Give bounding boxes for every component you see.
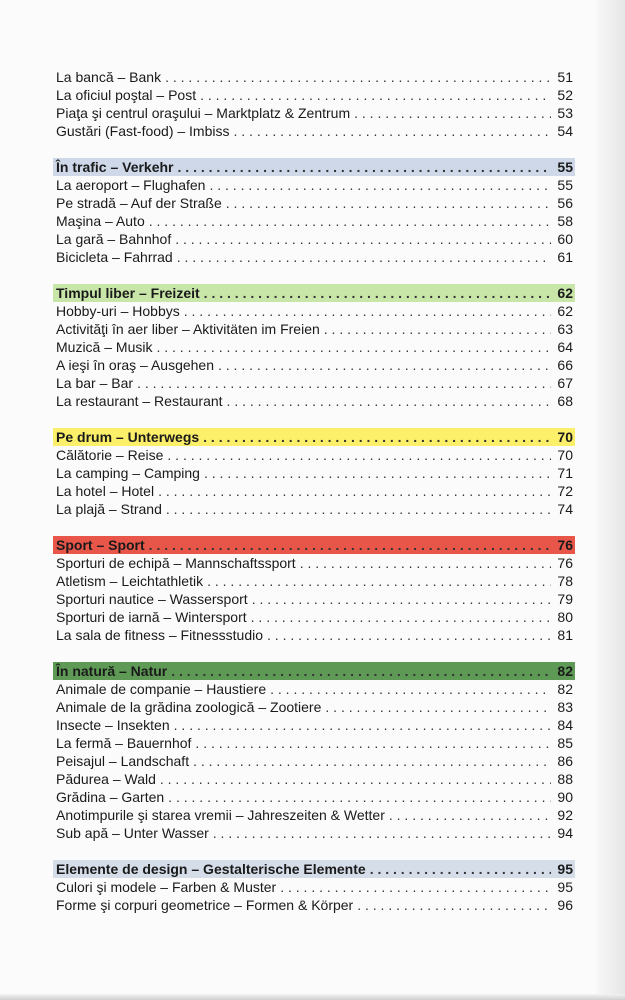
- page-number: 82: [557, 663, 573, 679]
- entry-title: Peisajul – Landschaft: [56, 753, 190, 769]
- toc-entry: [53, 734, 575, 752]
- dot-leader: [251, 608, 551, 626]
- section-title: Sport – Sport: [56, 537, 145, 553]
- toc-entry: [53, 752, 575, 770]
- section-title: Elemente de design – Gestalterische Elemente: [56, 861, 366, 877]
- dot-leader: [207, 572, 551, 590]
- dot-leader: [280, 878, 551, 896]
- entry-title: Muzică – Musik: [56, 339, 153, 355]
- page-number: 71: [557, 465, 573, 481]
- toc-section-header: [53, 284, 575, 302]
- dot-leader: [203, 428, 551, 446]
- toc-entry: [53, 248, 575, 266]
- section-title: În trafic – Verkehr: [56, 159, 174, 175]
- page-number: 86: [557, 753, 573, 769]
- dot-leader: [354, 104, 551, 122]
- toc-entry: [53, 500, 575, 518]
- dot-leader: [149, 212, 551, 230]
- entry-title: Culori şi modele – Farben & Muster: [56, 879, 277, 895]
- dot-leader: [171, 662, 551, 680]
- entry-title: Sporturi de echipă – Mannschaftssport: [56, 555, 296, 571]
- entry-title: Animale de la grădina zoologică – Zootiere: [56, 699, 322, 715]
- page-number: 55: [557, 177, 573, 193]
- entry-title: La sala de fitness – Fitnessstudio: [56, 627, 264, 643]
- page-number: 76: [557, 537, 573, 553]
- page-number: 80: [557, 609, 573, 625]
- dot-leader: [149, 536, 551, 554]
- dot-leader: [252, 590, 551, 608]
- toc-section: [53, 860, 575, 914]
- page-number: 76: [557, 555, 573, 571]
- page-number: 62: [557, 303, 573, 319]
- page-number: 96: [557, 897, 573, 913]
- dot-leader: [324, 320, 551, 338]
- page-number: 70: [557, 447, 573, 463]
- entry-title: Anotimpurile şi starea vremii – Jahreszeiten & Wetter: [56, 807, 385, 823]
- page-number: 51: [557, 69, 573, 85]
- toc-section-header: [53, 662, 575, 680]
- toc-entry: [53, 590, 575, 608]
- table-of-contents: [53, 68, 575, 932]
- toc-entry: [53, 68, 575, 86]
- toc-section: [53, 428, 575, 518]
- dot-leader: [204, 464, 551, 482]
- entry-title: La camping – Camping: [56, 465, 200, 481]
- page-number: 61: [557, 249, 573, 265]
- entry-title: La fermă – Bauernhof: [56, 735, 192, 751]
- toc-section: [53, 536, 575, 644]
- page-number: 88: [557, 771, 573, 787]
- toc-entry: [53, 626, 575, 644]
- page-number: 95: [557, 861, 573, 877]
- dot-leader: [178, 158, 551, 176]
- toc-entry: [53, 122, 575, 140]
- dot-leader: [184, 302, 551, 320]
- entry-title: Grădina – Garten: [56, 789, 165, 805]
- toc-entry: [53, 824, 575, 842]
- entry-title: La bar – Bar: [56, 375, 134, 391]
- dot-leader: [204, 284, 551, 302]
- toc-entry: [53, 896, 575, 914]
- toc-entry: [53, 698, 575, 716]
- page-number: 66: [557, 357, 573, 373]
- entry-title: Hobby-uri – Hobbys: [56, 303, 180, 319]
- dot-leader: [158, 482, 551, 500]
- toc-entry: [53, 392, 575, 410]
- dot-leader: [195, 734, 551, 752]
- toc-entry: [53, 212, 575, 230]
- entry-title: Animale de companie – Haustiere: [56, 681, 267, 697]
- toc-entry: [53, 770, 575, 788]
- entry-title: La restaurant – Restaurant: [56, 393, 223, 409]
- dot-leader: [389, 806, 551, 824]
- dot-leader: [213, 824, 551, 842]
- page-number: 82: [557, 681, 573, 697]
- dot-leader: [218, 356, 551, 374]
- toc-entry: [53, 716, 575, 734]
- page-number: 94: [557, 825, 573, 841]
- entry-title: La bancă – Bank: [56, 69, 162, 85]
- entry-title: Pe stradă – Auf der Straße: [56, 195, 222, 211]
- dot-leader: [165, 68, 551, 86]
- dot-leader: [234, 122, 552, 140]
- page-number: 67: [557, 375, 573, 391]
- entry-title: Pădurea – Wald: [56, 771, 156, 787]
- dot-leader: [177, 248, 551, 266]
- page-number: 79: [557, 591, 573, 607]
- page-number: 90: [557, 789, 573, 805]
- page-number: 95: [557, 879, 573, 895]
- section-title: Pe drum – Unterwegs: [56, 429, 200, 445]
- page-number: 85: [557, 735, 573, 751]
- toc-entry: [53, 104, 575, 122]
- entry-title: Călătorie – Reise: [56, 447, 164, 463]
- entry-title: Atletism – Leichtathletik: [56, 573, 204, 589]
- toc-entry: [53, 230, 575, 248]
- toc-entry: [53, 482, 575, 500]
- entry-title: Gustări (Fast-food) – Imbiss: [56, 123, 230, 139]
- dot-leader: [167, 446, 551, 464]
- toc-entry: [53, 176, 575, 194]
- toc-entry: [53, 806, 575, 824]
- entry-title: Sporturi de iarnă – Wintersport: [56, 609, 247, 625]
- entry-title: Forme şi corpuri geometrice – Formen & Körper: [56, 897, 354, 913]
- page-number: 55: [557, 159, 573, 175]
- toc-entry: [53, 464, 575, 482]
- entry-title: La plajă – Strand: [56, 501, 162, 517]
- toc-entry: [53, 788, 575, 806]
- dot-leader: [226, 194, 551, 212]
- entry-title: A ieşi în oraş – Ausgehen: [56, 357, 214, 373]
- dot-leader: [227, 392, 551, 410]
- entry-title: Sub apă – Unter Wasser: [56, 825, 209, 841]
- toc-section-header: [53, 536, 575, 554]
- page-bottom-shadow: [0, 994, 625, 1000]
- dot-leader: [267, 626, 551, 644]
- dot-leader: [200, 86, 551, 104]
- page-number: 83: [557, 699, 573, 715]
- dot-leader: [325, 698, 551, 716]
- toc-section: [53, 158, 575, 266]
- section-title: Timpul liber – Freizeit: [56, 285, 200, 301]
- dot-leader: [137, 374, 551, 392]
- toc-section: [53, 662, 575, 842]
- toc-entry: [53, 374, 575, 392]
- dot-leader: [370, 860, 551, 878]
- toc-section: [53, 284, 575, 410]
- dot-leader: [156, 338, 551, 356]
- page-number: 70: [557, 429, 573, 445]
- page-number: 62: [557, 285, 573, 301]
- toc-section-header: [53, 158, 575, 176]
- toc-entry: [53, 320, 575, 338]
- toc-section: [53, 68, 575, 140]
- toc-section-header: [53, 428, 575, 446]
- page-number: 68: [557, 393, 573, 409]
- page-edge-shadow: [597, 0, 625, 1000]
- toc-entry: [53, 194, 575, 212]
- page-number: 84: [557, 717, 573, 733]
- toc-entry: [53, 86, 575, 104]
- page-number: 58: [557, 213, 573, 229]
- dot-leader: [209, 176, 551, 194]
- toc-entry: [53, 572, 575, 590]
- entry-title: Piaţa şi centrul oraşului – Marktplatz & Zentrum: [56, 105, 351, 121]
- toc-entry: [53, 680, 575, 698]
- toc-entry: [53, 608, 575, 626]
- entry-title: La hotel – Hotel: [56, 483, 155, 499]
- dot-leader: [175, 230, 551, 248]
- dot-leader: [270, 680, 551, 698]
- entry-title: La oficiul poştal – Post: [56, 87, 197, 103]
- entry-title: Insecte – Insekten: [56, 717, 170, 733]
- dot-leader: [168, 788, 551, 806]
- page-number: 81: [557, 627, 573, 643]
- entry-title: Sporturi nautice – Wassersport: [56, 591, 248, 607]
- dot-leader: [357, 896, 551, 914]
- dot-leader: [193, 752, 551, 770]
- entry-title: Maşina – Auto: [56, 213, 145, 229]
- entry-title: La aeroport – Flughafen: [56, 177, 206, 193]
- toc-entry: [53, 554, 575, 572]
- dot-leader: [160, 770, 551, 788]
- dot-leader: [300, 554, 551, 572]
- page-number: 53: [557, 105, 573, 121]
- toc-entry: [53, 302, 575, 320]
- page-number: 54: [557, 123, 573, 139]
- entry-title: Activităţi în aer liber – Aktivitäten im Freien: [56, 321, 320, 337]
- page-number: 64: [557, 339, 573, 355]
- entry-title: Bicicleta – Fahrrad: [56, 249, 173, 265]
- page-number: 72: [557, 483, 573, 499]
- toc-entry: [53, 878, 575, 896]
- toc-entry: [53, 338, 575, 356]
- toc-entry: [53, 446, 575, 464]
- toc-entry: [53, 356, 575, 374]
- page-number: 52: [557, 87, 573, 103]
- entry-title: La gară – Bahnhof: [56, 231, 172, 247]
- toc-section-header: [53, 860, 575, 878]
- page-number: 78: [557, 573, 573, 589]
- dot-leader: [174, 716, 551, 734]
- page-number: 92: [557, 807, 573, 823]
- page-number: 60: [557, 231, 573, 247]
- page-number: 56: [557, 195, 573, 211]
- dot-leader: [166, 500, 551, 518]
- section-title: În natură – Natur: [56, 663, 168, 679]
- page-number: 63: [557, 321, 573, 337]
- page-number: 74: [557, 501, 573, 517]
